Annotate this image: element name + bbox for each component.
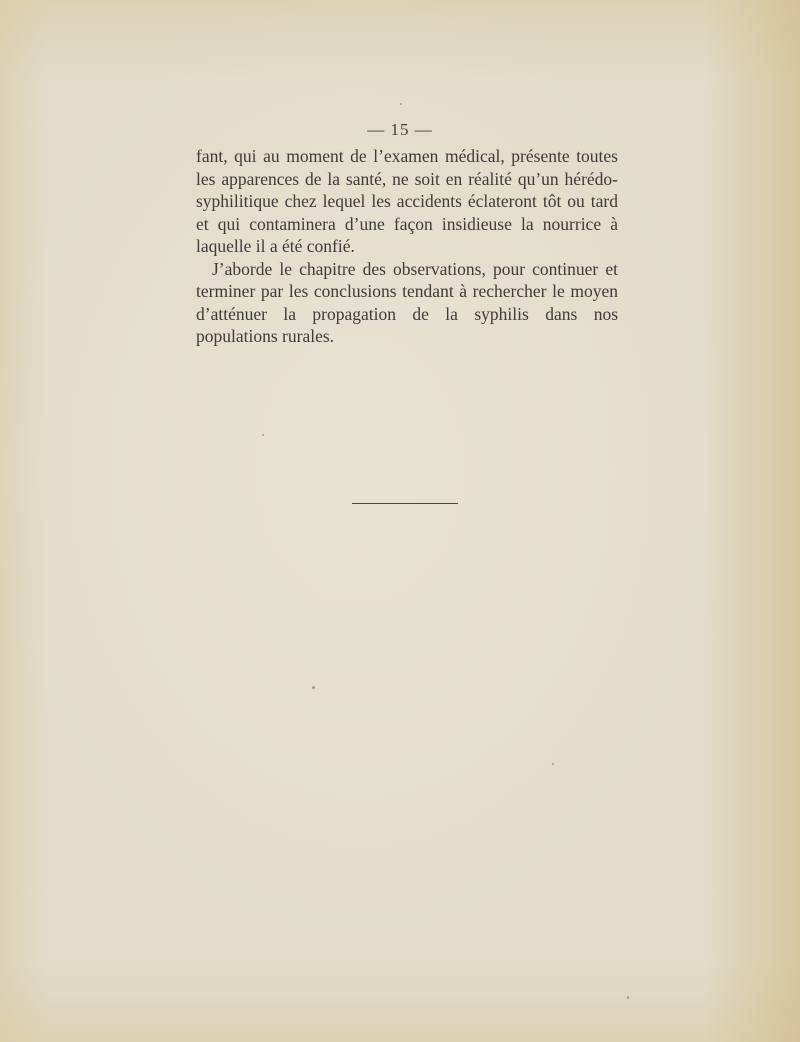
paragraph-1: fant, qui au moment de l’examen médical, présente toutes les apparences de la santé, ne soit en réalité qu’un hérédo-syphilitique chez lequel les accidents éclateront tôt ou tard et qui contaminera d’une façon insidieuse la nourrice à laquelle il a été confié.: [196, 146, 618, 256]
body-text: [196, 145, 618, 348]
paper-speck: [627, 996, 629, 999]
paper-speck: [262, 434, 264, 436]
paper-speck: [552, 763, 554, 765]
paper-speck: [312, 686, 315, 689]
paper-speck: [400, 103, 402, 105]
page-number: — 15 —: [367, 120, 433, 139]
paragraph-2: J’aborde le chapitre des observations, pour continuer et terminer par les conclusions tendant à rechercher le moyen d’atténuer la propagation de la syphilis dans nos populations rurales.: [196, 258, 618, 346]
section-divider: [352, 503, 458, 504]
